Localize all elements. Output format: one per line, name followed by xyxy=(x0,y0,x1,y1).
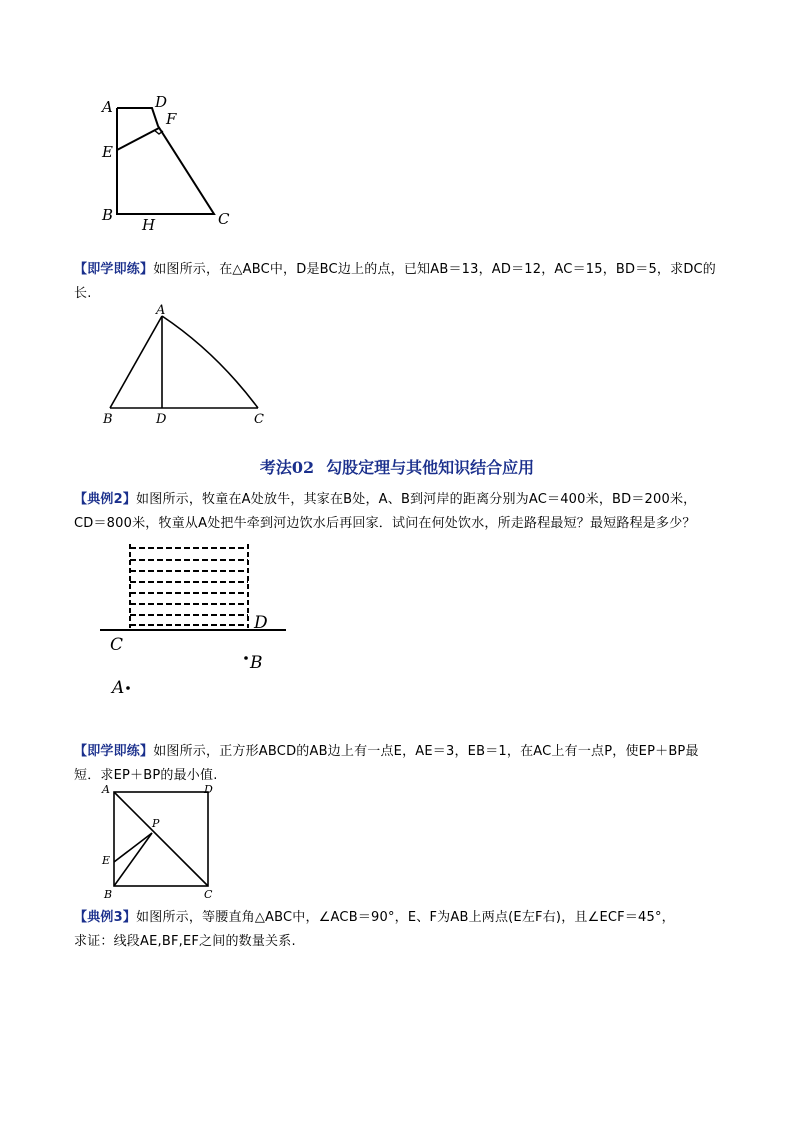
label-B: B xyxy=(103,412,113,427)
section-number: 考法02 xyxy=(259,458,315,477)
label-D: D xyxy=(155,93,168,111)
exercise-text-line1: 如图所示，正方形ABCD的AB边上有一点E，AE＝3，EB＝1，在AC上有一点P，使EP＋BP最 xyxy=(153,744,699,759)
figure-river xyxy=(96,538,296,704)
exercise-text-line2: 长. xyxy=(74,286,92,301)
example-tag: 【典例3】 xyxy=(74,910,137,925)
section-title-text: 勾股定理与其他知识结合应用 xyxy=(326,458,535,477)
label-C: C xyxy=(218,210,230,228)
label-D: D xyxy=(156,412,167,427)
label-A: A xyxy=(156,303,166,318)
label-B: B xyxy=(102,206,114,224)
label-D: D xyxy=(204,783,213,796)
section-heading xyxy=(0,455,794,478)
point-B xyxy=(244,656,248,660)
label-A: A xyxy=(102,98,113,116)
example-tag: 【典例2】 xyxy=(74,492,137,507)
example-2 xyxy=(74,488,734,536)
label-B: B xyxy=(104,888,113,901)
exercise-text-line1: 如图所示，在△ABC中，D是BC边上的点，已知AB＝13，AD＝12，AC＝15，BD＝5，求DC的 xyxy=(153,262,717,277)
figure-trapezoid xyxy=(96,92,246,240)
point-A xyxy=(126,686,130,690)
exercise-tag: 【即学即练】 xyxy=(74,744,154,759)
figure-triangle xyxy=(96,302,276,430)
example-text-line1: 如图所示，等腰直角△ABC中，∠ACB＝90°，E、F为AB上两点(E左F右)，且∠ECF＝45°， xyxy=(136,910,675,925)
label-H: H xyxy=(142,216,156,234)
exercise-1 xyxy=(74,258,734,306)
exercise-tag: 【即学即练】 xyxy=(74,262,154,277)
figure-square xyxy=(96,780,226,902)
label-E: E xyxy=(102,854,111,867)
label-F: F xyxy=(166,110,177,128)
label-C: C xyxy=(204,888,213,901)
example-text-line2: 求证：线段AE,BF,EF之间的数量关系. xyxy=(74,934,296,949)
label-C: C xyxy=(254,412,264,427)
label-P: P xyxy=(152,817,160,830)
label-D: D xyxy=(254,613,268,633)
label-A: A xyxy=(102,783,110,796)
label-B: B xyxy=(250,653,263,673)
example-text-line1: 如图所示，牧童在A处放牛，其家在B处，A、B到河岸的距离分别为AC＝400米，BD＝200米， xyxy=(136,492,697,507)
example-text-line2: CD＝800米，牧童从A处把牛牵到河边饮水后再回家．试问在何处饮水，所走路程最短？最短路程是多少？ xyxy=(74,516,696,531)
example-3 xyxy=(74,906,734,954)
label-C: C xyxy=(110,635,124,655)
exercise-text-line2: 短．求EP＋BP的最小值. xyxy=(74,768,218,783)
label-E: E xyxy=(102,143,113,161)
label-A: A xyxy=(112,678,125,698)
